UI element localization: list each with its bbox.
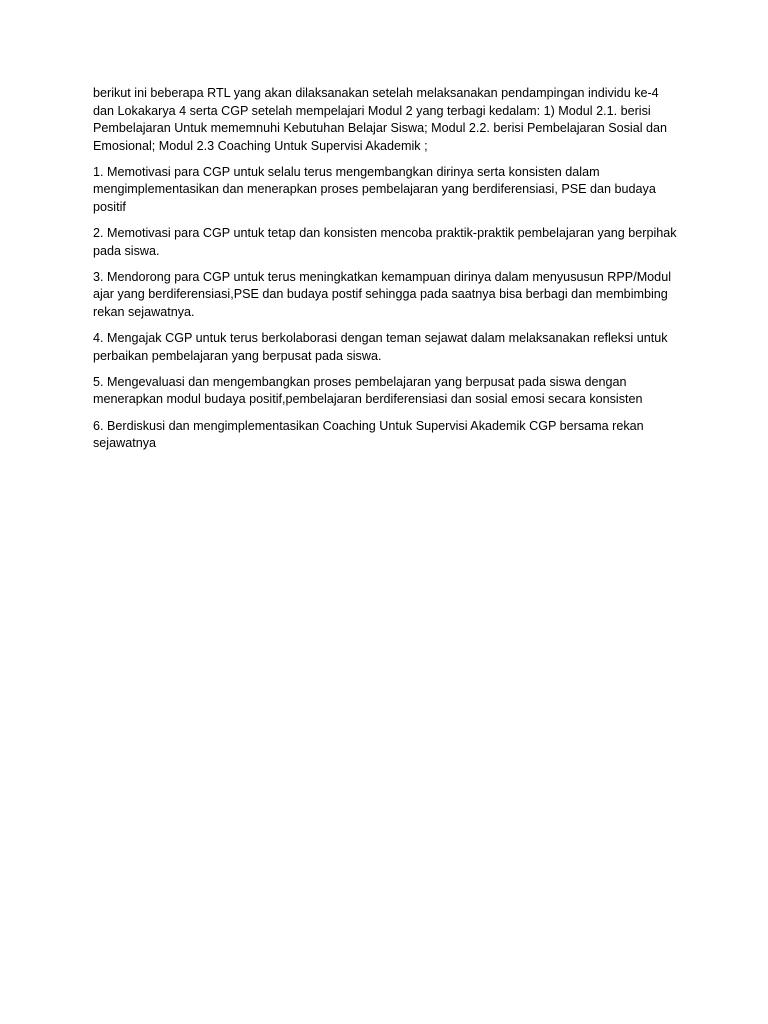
list-item: 2. Memotivasi para CGP untuk tetap dan konsisten mencoba praktik-praktik pembelajaran yang berpihak pada siswa. [93,226,677,258]
list-item: 3. Mendorong para CGP untuk terus meningkatkan kemampuan dirinya dalam menyususun RPP/Modul ajar yang berdiferensiasi,PSE dan budaya postif sehingga pada saatnya bisa berbagi dan membimbing rekan sejawatnya. [93,269,671,320]
intro-paragraph: berikut ini beberapa RTL yang akan dilaksanakan setelah melaksanakan pendampingan individu ke-4 dan Lokakarya 4 serta CGP setelah mempelajari Modul 2 yang terbagi kedalam: 1) Modul 2.1. berisi Pembelajaran Untuk mememnuhi Kebutuhan Belajar Siswa; Modul 2.2. berisi Pembelajaran Sosial dan Emosional; Modul 2.3 Coaching Untuk Supervisi Akademik ; [93,86,668,153]
list-item: 4. Mengajak CGP untuk terus berkolaborasi dengan teman sejawat dalam melaksanakan refleksi untuk perbaikan pembelajaran yang berpusat pada siswa. [93,331,668,363]
list-item: 1. Memotivasi para CGP untuk selalu terus mengembangkan dirinya serta konsisten dalam mengimplementasikan dan menerapkan proses pembelajaran yang berdiferensiasi, PSE dan budaya positif [93,164,656,215]
list-item: 5. Mengevaluasi dan mengembangkan proses pembelajaran yang berpusat pada siswa dengan menerapkan modul budaya positif,pembelajaran berdiferensiasi dan sosial emosi secara konsisten [93,374,643,407]
list-item: 6. Berdiskusi dan mengimplementasikan Coaching Untuk Supervisi Akademik CGP bersama rekan sejawatnya [93,418,644,451]
